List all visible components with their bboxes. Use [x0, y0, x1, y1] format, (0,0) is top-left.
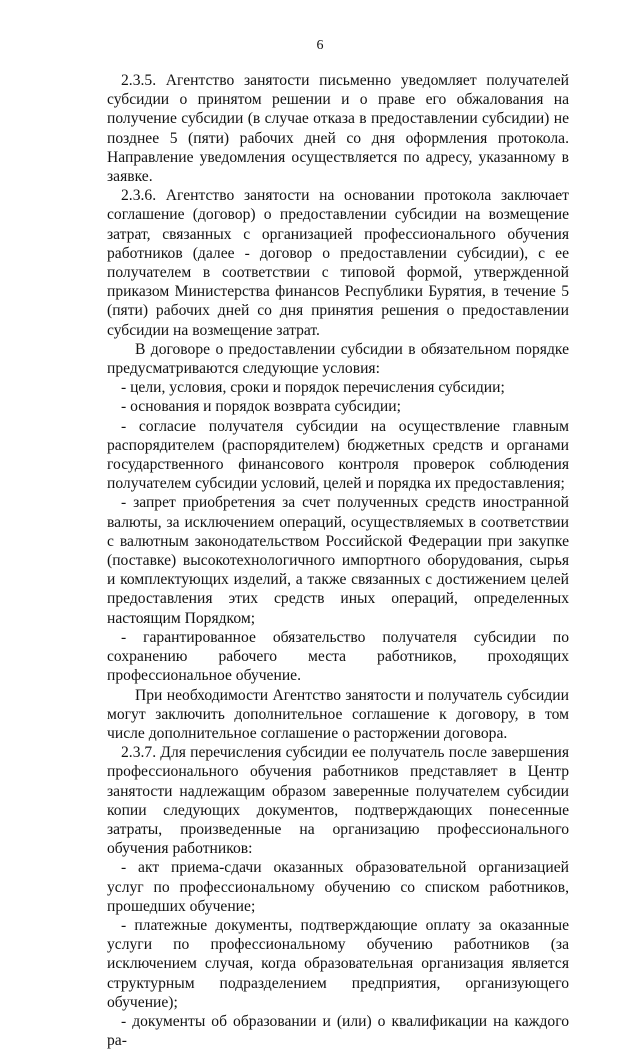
list-item-payment-documents: - платежные документы, подтверждающие оплату за оказанные услуги по профессиональному обучению работников (за исключением случая, когда образовательная организация является структурным подразделением предприятия, организующего обучение); [107, 916, 569, 1011]
page-number: 6 [316, 38, 324, 53]
list-item-audit-consent: - согласие получателя субсидии на осуществление главным распорядителем (распорядителем) бюджетных средств и органами государственного финансового контроля проверок соблюдения получателем субсидии условий, целей и порядка их предоставления; [107, 417, 569, 493]
paragraph-contract-conditions-intro: В договоре о предоставлении субсидии в обязательном порядке предусматриваются следующие условия: [107, 340, 569, 378]
list-item-education-documents: - документы об образовании и (или) о квалификации на каждого ра- [107, 1012, 569, 1050]
list-item-job-guarantee: - гарантированное обязательство получателя субсидии по сохранению рабочего места работников, проходящих профессиональное обучение. [107, 628, 569, 685]
paragraph-2-3-7: 2.3.7. Для перечисления субсидии ее получатель после завершения профессионального обучения работников представляет в Центр занятости надлежащим образом заверенные получателем субсидии копии следующих документов, подтверждающих понесенные затраты, произведенные на организацию профессионального обучения работников: [107, 744, 569, 858]
list-item-goals-terms: - цели, условия, сроки и порядок перечисления субсидии; [121, 379, 505, 397]
paragraph-2-3-5: 2.3.5. Агентство занятости письменно уведомляет получателей субсидии о принятом решении и о праве его обжалования на получение субсидии (в случае отказа в предоставлении субсидии) не позднее 5 (пяти) рабочих дней со дня оформления протокола. Направление уведомления осуществляется по адресу, указанному в заявке. [107, 72, 569, 186]
document-body [107, 71, 569, 1050]
paragraph-additional-agreement: При необходимости Агентство занятости и получатель субсидии могут заключить дополнительное соглашение к договору, в том числе дополнительное соглашение о расторжении договора. [107, 686, 569, 742]
list-item-currency-ban: - запрет приобретения за счет полученных средств иностранной валюты, за исключением операций, осуществляемых в соответствии с валютным законодательством Российской Федерации при закупке (поставке) высокотехнологичного импортного оборудования, сырья и комплектующих изделий, а также связанных с достижением целей предоставления этих средств иных операций, определенных настоящим Порядком; [107, 494, 569, 627]
list-item-refund-grounds: - основания и порядок возврата субсидии; [121, 398, 401, 416]
paragraph-2-3-6: 2.3.6. Агентство занятости на основании протокола заключает соглашение (договор) о предоставлении субсидии на возмещение затрат, связанных с организацией профессионального обучения работников (далее - договор о предоставлении субсидии), с ее получателем в соответствии с типовой формой, утвержденной приказом Министерства финансов Республики Бурятия, в течение 5 (пяти) рабочих дней со дня принятия решения о предоставлении субсидии на возмещение затрат. [107, 187, 569, 339]
list-item-acceptance-act: - акт приема-сдачи оказанных образовательной организацией услуг по профессиональному обучению со списком работников, прошедших обучение; [107, 859, 569, 915]
